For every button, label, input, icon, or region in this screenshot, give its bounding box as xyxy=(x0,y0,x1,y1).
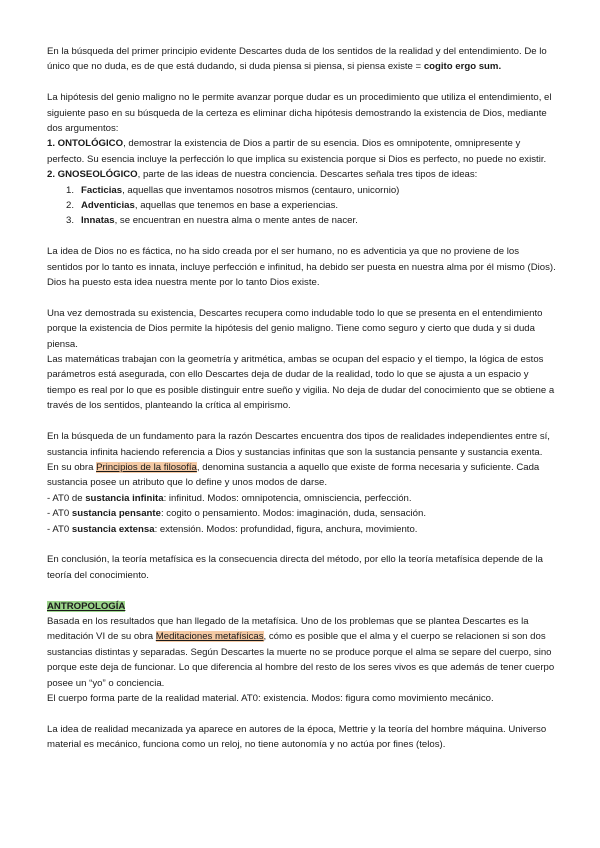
ontologico-text: , demostrar la existencia de Dios a partir de su esencia. Dios es omnipotente, omnipresente y perfecto. Su esencia incluye la perfección lo que implica su existencia porque si Dios es perfecto, no puede no existir. xyxy=(47,138,547,165)
highlight-meditaciones: Meditaciones metafísicas xyxy=(155,631,264,643)
cogito-bold: cogito ergo sum. xyxy=(423,61,502,73)
ontologico-label: 1. ONTOLÓGICO xyxy=(47,138,124,150)
paragraph-cuerpo: El cuerpo forma parte de la realidad material. AT0: existencia. Modos: figura como movimiento mecánico. xyxy=(47,692,494,704)
paragraph-genio-maligno: La hipótesis del genio maligno no le permite avanzar porque dudar es un procedimiento que utiliza el entendimiento, el siguiente paso en su búsqueda de la certeza es eliminar dicha hipótesis demostrando la existencia de Dios, mediante dos argumentos: xyxy=(47,92,552,135)
spacer xyxy=(47,290,557,305)
substance-item: - AT0 sustancia extensa: extensión. Modos: profundidad, figura, anchura, movimiento. xyxy=(47,523,418,535)
paragraph-cogito xyxy=(47,44,557,75)
ideas-list xyxy=(47,183,557,229)
spacer xyxy=(47,229,557,244)
paragraph-sustancias: En la búsqueda de un fundamento para la razón Descartes encuentra dos tipos de realidades independientes entre sí, sustancia infinita haciendo referencia a Dios y sustancias infinitas que son la sustancia pensante y sustancia exenta. xyxy=(47,431,550,458)
argument-ontologico xyxy=(47,136,557,167)
paragraph-antropologia: Basada en los resultados que han llegado de la metafísica. Uno de los problemas que se plantea Descartes es la meditación VI de su obra Meditaciones metafísicas, cómo es posible que el alma y el cuerpo se relacionen si son dos sustancias distintas y separadas. Según Descartes la muerte no se produce porque el alma se separe del cuerpo, sino porque este deja de funcionar. Lo que diferencia al hombre del resto de los seres vivos es que además de tener cuerpo posee un “yo” o conciencia. xyxy=(47,615,555,689)
substance-item: - AT0 sustancia pensante: cogito o pensamiento. Modos: imaginación, duda, sensación. xyxy=(47,508,426,520)
substance-item: - AT0 de sustancia infinita: infinitud. Modos: omnipotencia, omnisciencia, perfección. xyxy=(47,492,412,504)
paragraph-principios: En su obra Principios de la filosofía, denomina sustancia a aquello que existe de forma necesaria y suficiente. Cada sustancia posee un atributo que lo define y unos modos de darse. xyxy=(47,461,540,489)
gnoseologico-text: , parte de las ideas de nuestra conciencia. Descartes señala tres tipos de ideas: xyxy=(137,169,478,181)
paragraph-mecanicismo: La idea de realidad mecanizada ya aparece en autores de la época, Mettrie y la teoría del hombre máquina. Universo material es mecánico, funciona como un reloj, no tiene autonomía y no actúa por fines (telos). xyxy=(47,723,547,751)
cogito-text: En la búsqueda del primer principio evidente Descartes duda de los sentidos de la realidad y del entendimiento. De lo único que no duda, es de que está dudando, si duda piensa si piensa, si piensa existe = xyxy=(47,46,547,73)
highlight-principios-filosofia: Principios de la filosofía xyxy=(96,461,197,473)
heading-antropologia: ANTROPOLOGÍA xyxy=(47,600,126,612)
gnoseologico-label: 2. GNOSEOLÓGICO xyxy=(47,169,138,181)
spacer xyxy=(47,537,557,552)
document-page xyxy=(47,44,557,753)
paragraph-existencia: Una vez demostrada su existencia, Descartes recupera como indudable todo lo que se presenta en el entendimiento porque la existencia de Dios permite la hipótesis del genio maligno. Tiene como seguro y cierto que duda y si duda piensa. xyxy=(47,307,543,350)
list-item: 2. Adventicias, aquellas que tenemos en base a experiencias. xyxy=(66,200,339,212)
spacer xyxy=(47,583,557,598)
paragraph-matematicas: Las matemáticas trabajan con la geometría y aritmética, ambas se ocupan del espacio y el tiempo, la lógica de estos parámetros está asegurada, con ello Descartes deja de dudar de la realidad, todo lo que se ajusta a un espacio y tiempo es real por lo que es posible distinguir entre sueño y vigilia. No deja de dudar del conocimiento que se obtiene a través de los sentidos, planteando la crítica al empirismo. xyxy=(47,354,555,412)
paragraph-conclusion: En conclusión, la teoría metafísica es la consecuencia directa del método, por ello la teoría metafísica depende de la teoría del conocimiento. xyxy=(47,554,543,581)
spacer xyxy=(47,706,557,721)
list-item: 1. Facticias, aquellas que inventamos nosotros mismos (centauro, unicornio) xyxy=(66,184,400,196)
spacer xyxy=(47,414,557,429)
list-item: 3. Innatas, se encuentran en nuestra alma o mente antes de nacer. xyxy=(66,215,358,227)
argument-gnoseologico xyxy=(47,167,557,182)
spacer xyxy=(47,75,557,90)
paragraph-idea-dios: La idea de Dios no es fáctica, no ha sido creada por el ser humano, no es adventicia ya que no proviene de los sentidos por lo tanto es innata, incluye perfección e infinitud, ha debido ser puesta en nuestra alma por él mismo (Dios). Dios ha puesto esta idea nuestra mente por lo tanto Dios existe. xyxy=(47,246,556,289)
